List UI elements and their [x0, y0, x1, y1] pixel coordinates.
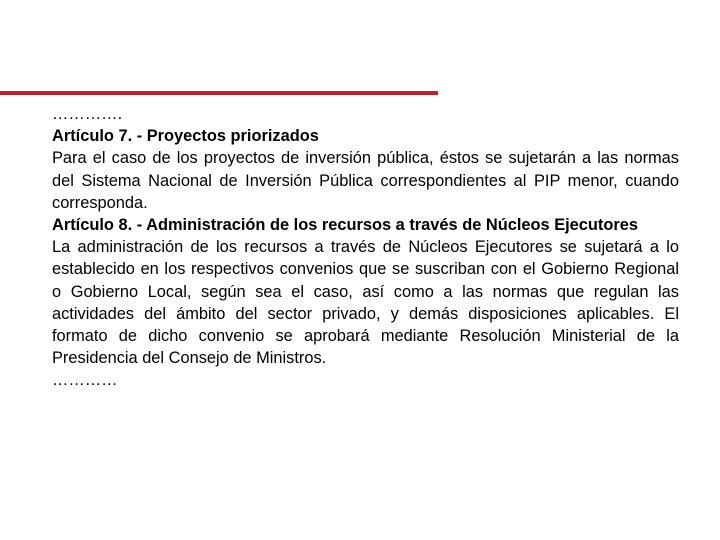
ellipsis-bottom: ………… [52, 371, 118, 390]
ellipsis-top: …………. [52, 105, 123, 123]
article-8-heading: Artículo 8. - Administración de los recursos a través de Núcleos Ejecutores [52, 216, 639, 235]
document-body [52, 103, 679, 392]
article-7-body: Para el caso de los proyectos de inversión pública, éstos se sujetarán a las normas del Sistema Nacional de Inversión Pública correspondientes al PIP menor, cuando corresponda. [52, 149, 679, 212]
article-7-heading: Artículo 7. - Proyectos priorizados [52, 127, 319, 146]
accent-divider-line [0, 91, 438, 95]
article-8-body: La administración de los recursos a través de Núcleos Ejecutores se sujetará a lo establecido en los respectivos convenios que se suscriban con el Gobierno Regional o Gobierno Local, según sea el caso, así como a las normas que regulan las actividades del ámbito del sector privado, y demás disposiciones aplicables. El formato de dicho convenio se aprobará mediante Resolución Ministerial de la Presidencia del Consejo de Ministros. [52, 238, 679, 368]
